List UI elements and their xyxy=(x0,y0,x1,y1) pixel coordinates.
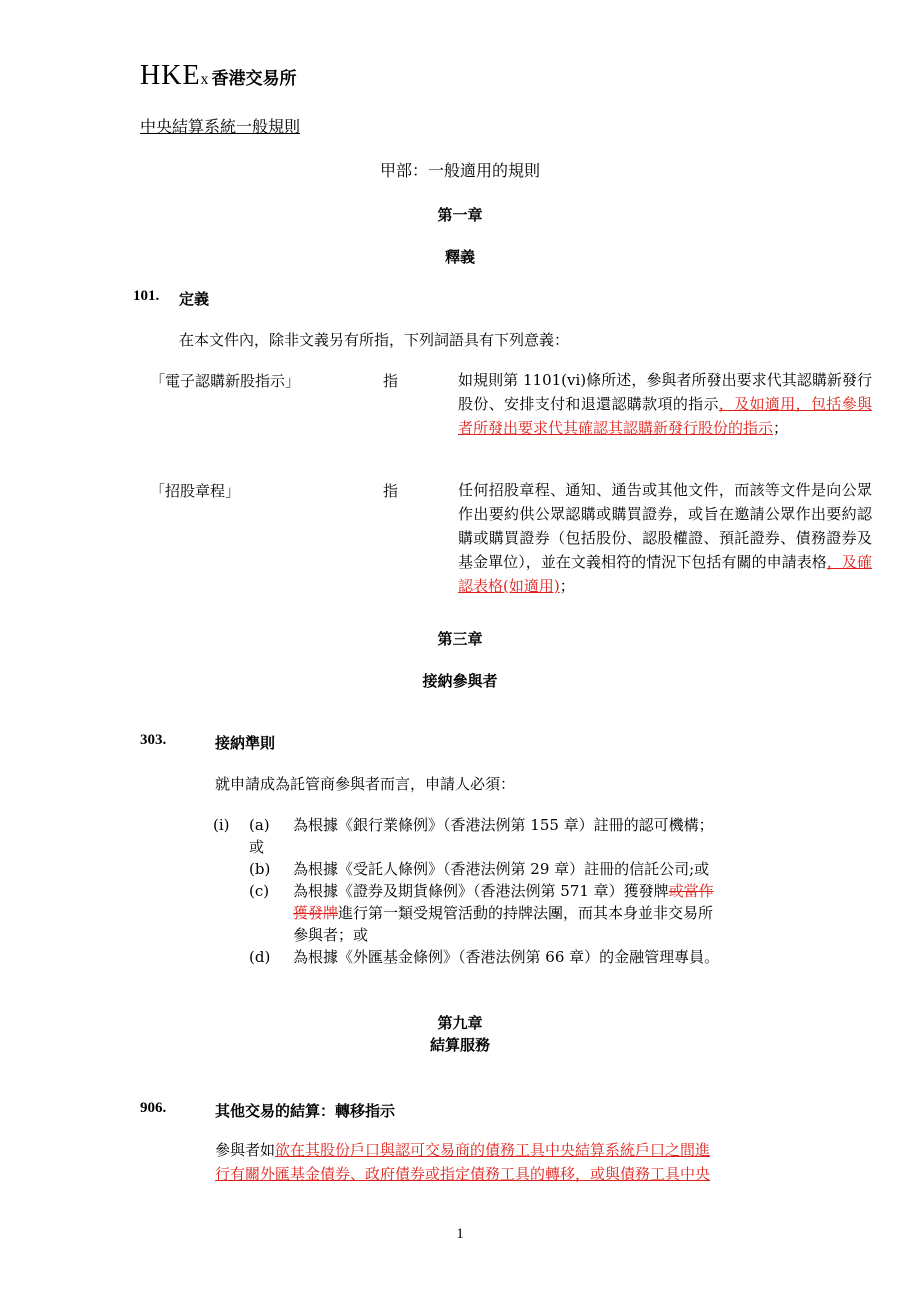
rule906-inserted-1: 欲在其股份戶口與認可交易商的債務工具中央結算系統戶口之間進 xyxy=(275,1141,711,1159)
list-item-b-text: 為根據《受託人條例》（香港法例第 29 章）註冊的信託公司;或 xyxy=(293,860,710,878)
hkex-logo xyxy=(140,60,297,92)
list-item-c-deleted-1: 或當作 xyxy=(668,882,714,900)
list-item-a-continuation: 或 xyxy=(249,838,265,856)
list-item-c-text2: 進行第一類受規管活動的持牌法團，而其本身並非交易所 xyxy=(338,904,714,922)
list-item-d-label: (d) xyxy=(249,948,271,966)
definition-text-eipo-tail: ； xyxy=(773,419,789,437)
chapter9-title: 結算服務 xyxy=(429,1036,490,1054)
definition-means-prospectus: 指 xyxy=(383,482,399,500)
list-item-c-deleted-2: 獲發牌 xyxy=(293,904,339,922)
definition-text-prospectus-body: 任何招股章程、通知、通告或其他文件，而該等文件是向公眾作出要約供公眾認購或購買證券，或旨在邀請公眾作出要約認購或購買證券（包括股份、認股權證、預託證券、債務證券及基金單位），並在文義相符的情況下包括有關的申請表格 xyxy=(458,481,872,571)
part-title: 甲部：一般適用的規則 xyxy=(379,161,540,180)
list-item-c-line3: 參與者；或 xyxy=(293,926,369,944)
rule303-intro: 就申請成為託管商參與者而言，申請人必須： xyxy=(215,775,516,793)
definition-term-prospectus: 「招股章程」 xyxy=(150,482,241,500)
list-item-b-label: (b) xyxy=(249,860,271,878)
logo-chinese-text: 香港交易所 xyxy=(211,69,297,89)
chapter1-title: 釋義 xyxy=(444,248,475,266)
definition-text-eipo-inserted: ，及如適用，包括參與者所發出要求代其確認其認購新發行股份的指示 xyxy=(458,395,872,437)
definition-means-eipo: 指 xyxy=(383,372,399,390)
chapter9-number: 第九章 xyxy=(437,1014,483,1032)
rule906-number: 906. xyxy=(140,1100,167,1116)
definition-text-prospectus-tail: ； xyxy=(559,577,575,595)
rule906-line2 xyxy=(215,1162,710,1186)
logo-hke-text: HKE xyxy=(140,60,201,91)
list-item-c-text: 為根據《證券及期貨條例》（香港法例第 571 章）獲發牌 xyxy=(293,882,669,900)
rule101-intro: 在本文件內，除非文義另有所指，下列詞語具有下列意義： xyxy=(179,331,570,349)
list-item-c-line2 xyxy=(293,902,713,924)
definition-term-eipo: 「電子認購新股指示」 xyxy=(150,372,301,390)
list-item-a-text: 為根據《銀行業條例》（香港法例第 155 章）註冊的認可機構； xyxy=(293,816,714,834)
rule906-title: 其他交易的結算：轉移指示 xyxy=(215,1102,396,1120)
definition-text-prospectus xyxy=(458,478,872,598)
rule303-title: 接納準則 xyxy=(215,734,276,752)
rule303-roman-label: (i) xyxy=(213,816,230,834)
definition-text-eipo xyxy=(458,368,872,440)
rule906-line1 xyxy=(215,1138,710,1162)
list-item-d-text: 為根據《外匯基金條例》（香港法例第 66 章）的金融管理專員。 xyxy=(293,948,720,966)
list-item-a-label: (a) xyxy=(249,816,270,834)
chapter3-number: 第三章 xyxy=(437,630,483,648)
logo-x-text: x xyxy=(200,71,209,88)
rule906-prefix: 參與者如 xyxy=(215,1141,276,1159)
list-item-c-line1 xyxy=(293,880,714,902)
document-title: 中央結算系統一般規則 xyxy=(140,117,301,136)
list-item-c-label: (c) xyxy=(249,882,270,900)
rule101-number: 101. xyxy=(133,288,160,304)
chapter1-number: 第一章 xyxy=(437,206,483,224)
page-number: 1 xyxy=(456,1226,464,1242)
definition-text-eipo-body: 如規則第 1101(vi)條所述，參與者所發出要求代其認購新發行股份、安排支付和退還認購款項的指示 xyxy=(458,371,872,413)
chapter3-title: 接納參與者 xyxy=(422,672,498,690)
rule303-number: 303. xyxy=(140,732,167,748)
rule906-inserted-2: 行有關外匯基金債券、政府債券或指定債務工具的轉移，或與債務工具中央 xyxy=(215,1165,711,1183)
definition-text-prospectus-inserted: ，及確認表格(如適用) xyxy=(458,553,872,595)
rule101-title: 定義 xyxy=(179,290,210,308)
